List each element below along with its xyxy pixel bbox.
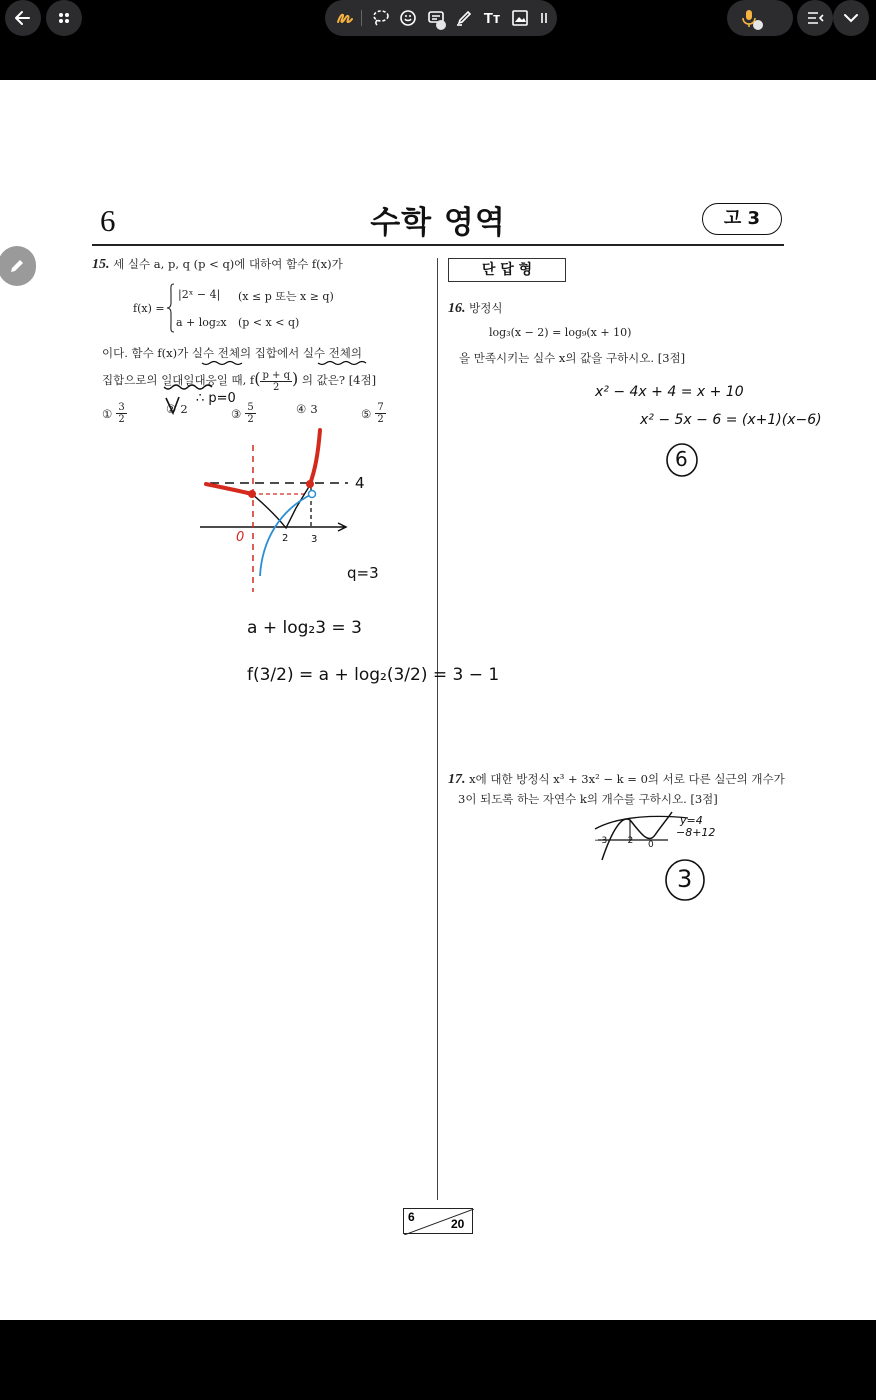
sticker-icon — [398, 8, 418, 28]
choice-denominator: 2 — [377, 414, 384, 425]
choice-numerator: 5 — [247, 402, 254, 413]
pen-icon — [335, 8, 355, 28]
question-17-line2: 3이 되도록 하는 자연수 k의 개수를 구하시오. [3점] — [458, 792, 718, 806]
q16-work-line-2: x² − 5x − 6 = (x+1)(x−6) — [640, 412, 822, 428]
footer-total-pages: 20 — [451, 1217, 465, 1231]
choice-denominator: 2 — [118, 414, 125, 425]
drawing-tools-bar — [325, 0, 557, 36]
pen-tool[interactable] — [331, 0, 359, 36]
more-vertical-icon — [537, 8, 551, 28]
image-icon — [510, 8, 530, 28]
choice-mark: ② — [166, 402, 177, 416]
lasso-tool[interactable] — [367, 0, 393, 36]
case-1-condition: (x ≤ p 또는 x ≥ q) — [238, 290, 334, 303]
sticker-tool[interactable] — [395, 0, 421, 36]
question-text: 방정식 — [469, 301, 503, 315]
question-number: 17. — [448, 772, 466, 787]
edit-floating-button[interactable] — [0, 246, 36, 286]
case-2-condition: (p < x < q) — [238, 316, 300, 329]
pages-grid-button[interactable] — [46, 0, 82, 36]
lock-badge — [436, 20, 446, 30]
choice-mark: ⑤ — [361, 406, 372, 421]
voice-record-button[interactable] — [727, 0, 793, 36]
arrow-left-icon — [5, 0, 41, 36]
grid-dots-icon — [46, 0, 82, 36]
question-17-line1 — [448, 771, 785, 788]
pencil-icon — [7, 256, 27, 276]
question-15-line1: 이다. 함수 f(x)가 실수 전체의 집합에서 실수 전체의 — [102, 346, 363, 360]
footer-page-number: 6 — [408, 1210, 415, 1224]
q17-work-line-1: y=4 — [680, 814, 703, 827]
q17-answer: 3 — [677, 865, 693, 893]
short-answer-section-label: 단 답 형 — [448, 258, 566, 282]
question-16-stem — [448, 300, 502, 317]
line2-text-a: 집합으로의 일대일대응일 때, f — [102, 373, 255, 387]
choice-mark: ① — [102, 406, 113, 421]
q17-work-line-2: −8+12 — [676, 826, 716, 839]
highlighter-icon — [454, 8, 474, 28]
page-title: 수학 영역 — [370, 205, 506, 241]
case-2-expr: a + log₂x — [176, 316, 227, 329]
choice-denominator: 2 — [247, 414, 254, 425]
image-tool[interactable] — [507, 0, 533, 36]
text-format-icon: Tт — [483, 9, 501, 27]
choice-numerator: 7 — [377, 402, 384, 413]
question-number: 16. — [448, 301, 466, 316]
page-number: 6 — [100, 203, 116, 238]
grade-badge: 고 3 — [702, 203, 782, 235]
function-label: f(x) = — [133, 302, 165, 315]
choice-mark: ④ — [296, 402, 307, 416]
menu-button[interactable] — [797, 0, 833, 36]
question-15-line2: 집합으로의 일대일대응일 때, f( $\frac{p + q}{2}$ ) 의 값은? [4점] — [102, 369, 377, 393]
note-q-value: q=3 — [347, 564, 379, 582]
choice-value: 2 — [180, 402, 188, 416]
choice-numerator: 3 — [118, 402, 125, 413]
graph-label-2: 2 — [282, 533, 289, 544]
graph-label-0: 0 — [236, 530, 245, 545]
function-graph-sketch — [200, 430, 348, 592]
q17-axis-label-0: 0 — [648, 840, 654, 850]
choice-value: 3 — [310, 402, 318, 416]
note-p-value: ∴ p=0 — [196, 391, 236, 406]
exam-page[interactable] — [0, 80, 876, 1320]
chevron-down-icon — [833, 0, 869, 36]
work-line-2: f(3/2) = a + log₂(3/2) = 3 − 1 — [247, 665, 500, 685]
collapse-button[interactable] — [833, 0, 869, 36]
q16-work-line-1: x² − 4x + 4 = x + 10 — [595, 384, 744, 400]
q17-axis-label-neg3: −3 — [594, 836, 608, 846]
question-number: 15. — [92, 257, 110, 272]
question-16-equation: log₃(x − 2) = log₉(x + 10) — [489, 326, 632, 339]
q16-answer: 6 — [675, 447, 688, 471]
graph-label-3: 3 — [311, 534, 318, 545]
graph-label-4: 4 — [355, 474, 365, 492]
tool-divider — [361, 10, 362, 26]
question-16-ask: 을 만족시키는 실수 x의 값을 구하시오. [3점] — [459, 351, 686, 365]
work-line-1: a + log₂3 = 3 — [247, 618, 362, 638]
lasso-icon — [370, 8, 390, 28]
fraction-denominator: 2 — [273, 381, 280, 393]
case-1-expr: |2ˣ − 4| — [178, 288, 221, 301]
text-format-tool[interactable] — [479, 0, 505, 36]
menu-icon — [797, 0, 833, 36]
highlighter-tool[interactable] — [451, 0, 477, 36]
cubic-graph-sketch — [595, 812, 688, 860]
lock-badge — [753, 20, 763, 30]
fraction-numerator: p + q — [262, 369, 290, 381]
back-button[interactable] — [5, 0, 41, 36]
question-text: x에 대한 방정식 x³ + 3x² − k = 0의 서로 다른 실근의 개수가 — [469, 772, 785, 786]
handwriting-layer — [0, 80, 876, 1320]
more-tools-button[interactable] — [533, 0, 555, 36]
text-box-tool[interactable] — [423, 0, 449, 36]
q17-axis-label-neg2: −2 — [620, 836, 634, 846]
choice-mark: ③ — [231, 406, 242, 421]
question-text: 세 실수 a, p, q (p < q)에 대하여 함수 f(x)가 — [113, 257, 343, 271]
bottom-bar — [0, 1320, 876, 1400]
line2-text-b: 의 값은? [4점] — [301, 373, 377, 387]
top-toolbar — [0, 0, 876, 80]
